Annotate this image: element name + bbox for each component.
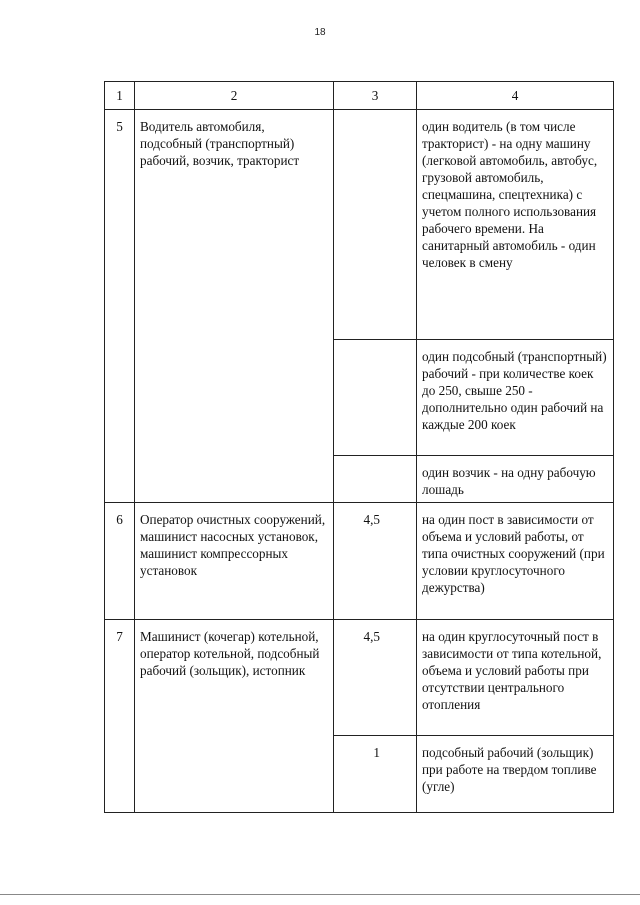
row-number: 5 — [105, 110, 135, 503]
header-cell-2: 2 — [135, 82, 334, 110]
coefficient-cell — [334, 340, 417, 456]
coefficient-cell — [334, 456, 417, 503]
norm-text: подсобный рабочий (зольщик) при работе на твердом топливе (угле) — [417, 736, 614, 813]
norm-text: один водитель (в том числе тракторист) - на одну машину (легковой автомобиль, автобус, грузовой автомобиль, спецмашина, спецтехника) с учетом полного использования рабочего времени. На санитарный автомобиль - один человек в смену — [417, 110, 614, 340]
table-row — [105, 110, 614, 340]
table-row — [105, 503, 614, 620]
header-cell-1: 1 — [105, 82, 135, 110]
row-number: 6 — [105, 503, 135, 620]
position-title: Водитель автомобиля, подсобный (транспортный) рабочий, возчик, тракторист — [135, 110, 334, 503]
coefficient-cell: 1 — [334, 736, 417, 813]
footer-divider — [0, 894, 640, 895]
norm-text: один возчик - на одну рабочую лошадь — [417, 456, 614, 503]
norm-text: один подсобный (транспортный) рабочий - при количестве коек до 250, свыше 250 - дополнительно один рабочий на каждые 200 коек — [417, 340, 614, 456]
row-number: 7 — [105, 620, 135, 813]
table-row — [105, 620, 614, 736]
coefficient-cell: 4,5 — [334, 503, 417, 620]
table-header-row — [105, 82, 614, 110]
coefficient-cell: 4,5 — [334, 620, 417, 736]
norm-text: на один круглосуточный пост в зависимости от типа котельной, объема и условий работы при отсутствии центрального отопления — [417, 620, 614, 736]
position-title: Оператор очистных сооружений, машинист насосных установок, машинист компрессорных установок — [135, 503, 334, 620]
norm-text: на один пост в зависимости от объема и условий работы, от типа очистных сооружений (при условии круглосуточного дежурства) — [417, 503, 614, 620]
coefficient-cell — [334, 110, 417, 340]
header-cell-4: 4 — [417, 82, 614, 110]
staffing-norms-table — [104, 81, 614, 813]
header-cell-3: 3 — [334, 82, 417, 110]
position-title: Машинист (кочегар) котельной, оператор котельной, подсобный рабочий (зольщик), истопник — [135, 620, 334, 813]
page-number: 18 — [314, 27, 326, 38]
